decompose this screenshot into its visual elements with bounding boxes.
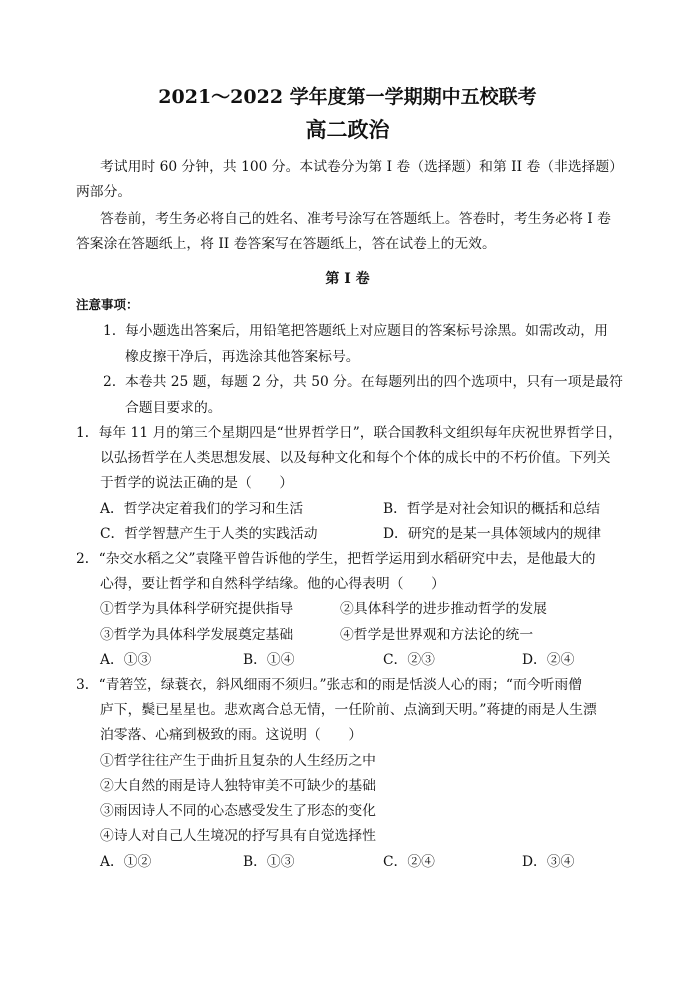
notes-heading: 注意事项： xyxy=(76,297,139,312)
option-a: A．①② xyxy=(100,854,152,870)
question-stem-line: 泊零落、心痛到极致的雨。这说明（ ） xyxy=(100,727,363,743)
note-number: 1. xyxy=(103,323,117,339)
intro-line: 答案涂在答题纸上，将 II 卷答案写在答题纸上，答在试卷上的无效。 xyxy=(76,236,496,252)
statement-1: ①哲学为具体科学研究提供指导 xyxy=(100,601,294,617)
statement-4: ④诗人对自己人生境况的抒写具有自觉选择性 xyxy=(100,828,376,844)
option-c: C．②④ xyxy=(383,854,435,870)
option-c: C．哲学智慧产生于人类的实践活动 xyxy=(100,526,318,542)
intro-line: 考试用时 60 分钟，共 100 分。本试卷分为第 I 卷（选择题）和第 II 卷（非选择题） xyxy=(100,159,624,175)
statement-1: ①哲学往往产生于曲折且复杂的人生经历之中 xyxy=(100,753,376,769)
question-stem-line: 庐下，鬓已星星也。悲欢离合总无情，一任阶前、点滴到天明。”蒋捷的雨是人生漂 xyxy=(100,702,597,718)
statement-3: ③雨因诗人不同的心态感受发生了形态的变化 xyxy=(100,803,376,819)
option-a: A．哲学决定着我们的学习和生活 xyxy=(100,501,304,517)
option-b: B．①④ xyxy=(243,652,295,668)
note-line: 本卷共 25 题，每题 2 分，共 50 分。在每题列出的四个选项中，只有一项是最符 xyxy=(125,374,623,390)
option-c: C．②③ xyxy=(383,652,435,668)
option-b: B．①③ xyxy=(243,854,295,870)
statement-2: ②大自然的雨是诗人独特审美不可缺少的基础 xyxy=(100,778,376,794)
statement-3: ③哲学为具体科学发展奠定基础 xyxy=(100,627,294,643)
option-a: A．①③ xyxy=(100,652,152,668)
question-stem-line: 于哲学的说法正确的是（ ） xyxy=(100,475,294,491)
option-d: D．②④ xyxy=(522,652,575,668)
intro-line: 答卷前，考生务必将自己的姓名、准考号涂写在答题纸上。答卷时，考生务必将 I 卷 xyxy=(100,211,611,227)
intro-line: 两部分。 xyxy=(76,184,132,200)
option-d: D．研究的是某一具体领域内的规律 xyxy=(383,526,602,542)
question-stem-line: 1．每年 11 月的第三个星期四是“世界哲学日”，联合国教科文组织每年庆祝世界哲学日， xyxy=(76,425,622,441)
note-line: 橡皮擦干净后，再选涂其他答案标号。 xyxy=(125,349,360,365)
option-d: D．③④ xyxy=(522,854,575,870)
question-stem-line: 2．“杂交水稻之父”袁隆平曾告诉他的学生，把哲学运用到水稻研究中去，是他最大的 xyxy=(76,551,596,567)
question-stem-line: 以弘扬哲学在人类思想发展、以及每种文化和每个个体的成长中的不朽价值。下列关 xyxy=(100,450,611,466)
statement-4: ④哲学是世界观和方法论的统一 xyxy=(340,627,534,643)
exam-title: 2021～2022 学年度第一学期期中五校联考 xyxy=(158,86,537,108)
question-stem-line: 心得，要让哲学和自然科学结缘。他的心得表明（ ） xyxy=(100,576,445,592)
subject-title: 高二政治 xyxy=(305,117,390,142)
option-b: B．哲学是对社会知识的概括和总结 xyxy=(383,501,601,517)
statement-2: ②具体科学的进步推动哲学的发展 xyxy=(340,601,547,617)
section-title: 第 I 卷 xyxy=(325,271,370,287)
question-stem-line: 3．“青箬笠，绿蓑衣，斜风细雨不须归。”张志和的雨是恬淡人心的雨；“而今听雨僧 xyxy=(76,677,582,693)
note-number: 2. xyxy=(103,374,117,390)
note-line: 每小题选出答案后，用铅笔把答题纸上对应题目的答案标号涂黑。如需改动，用 xyxy=(125,323,608,339)
note-line: 合题目要求的。 xyxy=(125,400,222,416)
